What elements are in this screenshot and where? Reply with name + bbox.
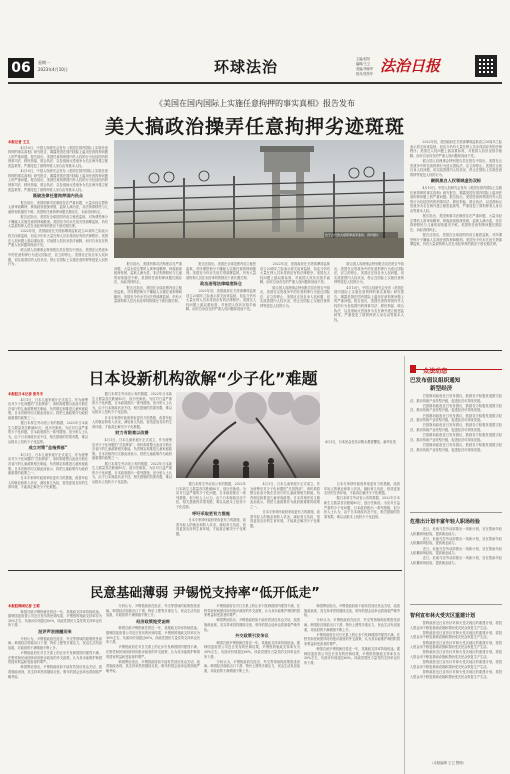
article1-paragraph: 联合国人权理事会特别报告员在报告中指出，美国在反恐战争中的任意拘押行为违反国际法，应立即停止。美国应正视自身人权问题，切实改善国内人权状况，停止在国际上实施任意拘押等侵犯人权的行为。 [260, 285, 330, 308]
editor-line: 编辑/王卫 [356, 62, 370, 66]
article1-paragraph: 2022年初，美国政府在关塔那摩湾监狱设立20周年之际表示将关闭该监狱，但迄今仍有大量在押人员未得到应有的法律程序。美国在人权问题上搞双重标准，对他国人权状况指手画脚，而对自身存在的严重人权问题却视而不见。 [186, 288, 256, 312]
photo-caption: 位于古巴的关塔那摩美军监狱。资料图片 [324, 232, 398, 238]
article3-column [8, 604, 102, 769]
article3-column [106, 604, 200, 769]
section-divider [8, 570, 402, 571]
sidebar-item-2-text [410, 527, 502, 601]
article3-paragraph: 韩国总统尹锡悦就任将近一年，其施政支持率持续低迷。据韩国盖洛普公司近日发布的民调结果，尹锡悦的施政支持率仅为30%左右，负面评价则超过60%，执政党国民力量党的支持率也有所下滑。 [8, 609, 102, 628]
article2-subhead: 成立对策“总指挥部” [28, 445, 68, 451]
editor-line: 主编/赵阳 [356, 57, 370, 61]
article1-column [334, 262, 404, 344]
photo-caption: 4月1日，日本民众在东京街头观赏樱花。新华社发 [325, 440, 396, 444]
article1-paragraph: 4月10日，中国人权研究会发布《美国在国内国际上实施任意拘押的事实真相》研究报告，揭露美国在国内国际上滥用任意拘押问题上的严重问题。报告指出，美国任意拘押国内外人权的行为包括国内的刑事司法、移民拘留、联合执法、以及借助反恐战争为名在海外建立秘密监狱等，严重侵犯了被拘押者人身自由等基本人权。 [8, 169, 108, 192]
sidebar-paragraph: 巴基斯坦政府近日发布倡议，鼓励各方积极发展数字经济，推动传统产业转型升级，促进经济可持续发展。 [410, 423, 502, 432]
editor-line: 校对/张彤华 [356, 72, 374, 76]
article3-column [204, 604, 300, 769]
sidebar-header [410, 358, 502, 375]
sidebar-paragraph: 近日，危地马拉劳动部推出一项新计划，旨在帮助年轻人积累职场经验，提高就业能力。 [410, 527, 502, 536]
article1-paragraph: 报告还指出，美国在全球范围内设立秘密监狱，对所谓恐怖分子嫌疑人实施任意拘押和酷刑。美国至今仍未关闭关塔那摩监狱，仍有大量被拘押人员在未经审判的情况下被长期关押。 [8, 215, 108, 229]
article2-paragraph: 据日本厚生劳动省公布的数据，2022年日本新生儿数量首次跌破80万，创历史新低。为应对日益严重的少子化问题，日本政府推出一系列措施，但分析人士认为，由于日本财政状况不佳，相关措施的效果有限，难以从根本上扭转少子化趋势。 [8, 421, 88, 444]
article3-paragraph: 尹锡悦政府在对日关系上的让步引发韩国国内强烈不满，在野党和民间团体纷纷批评政府的外交政策，认为其未能维护韩国的国家利益和受害者的尊严。 [204, 604, 300, 618]
sidebar-item-1-text [410, 394, 502, 512]
sidebar-paragraph: 巴基斯坦政府近日发布倡议，鼓励各方积极发展数字经济，推动传统产业转型升级，促进经济可持续发展。 [410, 413, 502, 423]
article3-paragraph: 分析认为，尹锡悦政府在经济、外交等领域的政策饱受诟病。韩国经济面临出口下滑、物价上涨等多重压力，民众生活负担加重，对政府的不满情绪不断上升。 [204, 659, 300, 673]
sidebar-paragraph: 智利政府近日宣布针对林火受灾地区的重建计划，将投入资金用于修复基础设施和帮助受灾民众恢复生产生活。 [410, 621, 502, 630]
article1-photo [114, 140, 404, 258]
article1-paragraph: 2022年初，美国政府在关塔那摩湾监狱设立20周年之际表示将关闭该监狱，但迄今仍有大量在押人员未得到应有的法律程序。美国在人权问题上搞双重标准，对他国人权状况指手画脚，而对自身存在的严重人权问题却视而不见。 [260, 262, 330, 285]
article3-paragraph: 尹锡悦政府在对日关系上的让步引发韩国国内强烈不满，在野党和民间团体纷纷批评政府的外交政策，认为其未能维护韩国的国家利益和受害者的尊严。 [8, 650, 102, 665]
article1-subhead: 既破法律任意拘押国内民众 [32, 193, 84, 199]
sidebar-paragraph: 巴基斯坦政府近日发布倡议，鼓励各方积极发展数字经济，推动传统产业转型升级，促进经济可持续发展。 [410, 433, 502, 442]
sidebar-paragraph: 智利政府近日宣布针对林火受灾地区的重建计划，将投入资金用于修复基础设施和帮助受灾民众恢复生产生活。 [410, 669, 502, 679]
article3-column [304, 604, 400, 769]
article3-paragraph: 分析认为，尹锡悦政府在经济、外交等领域的政策饱受诟病。韩国经济面临出口下滑、物价上涨等多重压力，民众生活负担加重，对政府的不满情绪不断上升。 [8, 636, 102, 650]
sidebar-paragraph: 智利政府近日宣布针对林火受灾地区的重建计划，将投入资金用于修复基础设施和帮助受灾民众恢复生产生活。 [410, 640, 502, 650]
article1-column [114, 262, 182, 344]
masthead-logo: 法治日报 [380, 57, 441, 75]
article1-paragraph: 联合国人权理事会特别报告员在报告中指出，美国在反恐战争中的任意拘押行为违反国际法，应立即停止。美国应正视自身人权问题，切实改善国内人权状况，停止在国际上实施任意拘押等侵犯人权的行为。 [8, 248, 108, 267]
article1-paragraph: 报告指出，美国刑事司法制度存在严重问题，大量未经定罪的人被审前羁押，种族歧视根深蒂固，监狱人满为患，非法拘押移民与儿童的现象屡见不鲜。美国的任意拘押问题长期存在，未能得到纠正。 [410, 214, 502, 232]
sidebar-item-3-text [410, 621, 502, 761]
article1-paragraph: 报告指出，美国刑事司法制度存在严重问题，大量未经定罪的人被审前羁押，种族歧视根深蒂固，监狱人满为患，非法拘押移民与儿童的现象屡见不鲜。美国的任意拘押问题长期存在，未能得到纠正。 [114, 262, 182, 285]
article3-paragraph: 韩国舆论指出，尹锡悦政府如不能有效回应民众关切，改善施政表现，其支持率恐将继续走低，明年的国会选举也将面临严峻考验。 [106, 659, 200, 673]
article2-paragraph: 日本专家呼吁政府采取更有力的措施，改善年轻人的就业和收入状况，减轻育儿负担，营造更加友好的生育环境，才能真正解决少子化难题。 [176, 518, 246, 536]
article1-paragraph: 报告还指出，美国在全球范围内设立秘密监狱，对所谓恐怖分子嫌疑人实施任意拘押和酷刑。美国至今仍未关闭关塔那摩监狱，仍有大量被拘押人员在未经审判的情况下被长期关押。 [114, 285, 182, 304]
editor-credits [356, 57, 373, 77]
article3-paragraph: 分析认为，尹锡悦政府在经济、外交等领域的政策饱受诟病。韩国经济面临出口下滑、物价上涨等多重压力，民众生活负担加重，对政府的不满情绪不断上升。 [304, 618, 400, 632]
section-divider [8, 350, 502, 351]
sidebar-item-1 [410, 376, 502, 512]
article2-paragraph: 日本专家呼吁政府采取更有力的措施，改善年轻人的就业和收入状况，减轻育儿负担，营造更加友好的生育环境，才能真正解决少子化难题。 [8, 476, 88, 490]
sidebar-divider-line [410, 604, 502, 605]
article2-paragraph: 日本专家呼吁政府采取更有力的措施，改善年轻人的就业和收入状况，减轻育儿负担，营造更加友好的生育环境，才能真正解决少子化难题。 [324, 482, 400, 496]
article2-column [250, 482, 320, 562]
article1-paragraph: 4月10日，中国人权研究会发布《美国在国内国际上实施任意拘押的事实真相》研究报告，揭露美国在国内国际上滥用任意拘押问题上的严重问题。报告指出，美国任意拘押国内外人权的行为包括国内的刑事司法、移民拘留、联合执法、以及借助反恐战争为名在海外建立秘密监狱等，严重侵犯了被拘押者人身自由等基本人权。 [8, 145, 108, 168]
article2-paragraph: 4月1日，日本儿童家庭厅正式成立，作为统筹应对少子化问题的“总指挥部”，该机构将整合此前分散在各省厅的儿童政策相关职能，负责制定和推进儿童家庭政策。日本首相岸田文雄此前表示，将把儿童政策作为政府最重要的政策之一。 [250, 482, 320, 509]
article3-paragraph: 韩国舆论指出，尹锡悦政府如不能有效回应民众关切，改善施政表现，其支持率恐将继续走低，明年的国会选举也将面临严峻考验。 [204, 618, 300, 632]
date: 2023年4月10日 [38, 67, 68, 72]
article3-paragraph: 韩国舆论指出，尹锡悦政府如不能有效回应民众关切，改善施政表现，其支持率恐将继续走低，明年的国会选举也将面临严峻考验。 [8, 665, 102, 679]
article1-byline: 本报记者 王卫 [8, 140, 30, 144]
sidebar-paragraph: 巴基斯坦政府近日发布倡议，鼓励各方积极发展数字经济，推动传统产业转型升级，促进经济可持续发展。 [410, 403, 502, 413]
article1-paragraph: 2022年初，美国政府在关塔那摩湾监狱设立20周年之际表示将关闭该监狱，但迄今仍有大量在押人员未得到应有的法律程序。美国在人权问题上搞双重标准，对他国人权状况指手画脚，而对自身存在的严重人权问题却视而不见。 [8, 229, 108, 248]
article1-subhead: 政治凌驾法律暗度陈仓 [200, 281, 242, 287]
article1-column [410, 140, 502, 345]
article1-paragraph: 联合国人权理事会特别报告员在报告中指出，美国在反恐战争中的任意拘押行为违反国际法，应立即停止。美国应正视自身人权问题，切实改善国内人权状况，停止在国际上实施任意拘押等侵犯人权的行为。 [410, 158, 502, 177]
qr-code-icon [475, 55, 497, 77]
article1-paragraph: 报告还指出，美国在全球范围内设立秘密监狱，对所谓恐怖分子嫌疑人实施任意拘押和酷刑。美国至今仍未关闭关塔那摩监狱，仍有大量被拘押人员在未经审判的情况下被长期关押。 [186, 262, 256, 280]
article3-paragraph: 尹锡悦政府在对日关系上的让步引发韩国国内强烈不满，在野党和民间团体纷纷批评政府的外交政策，认为其未能维护韩国的国家利益和受害者的尊严。 [304, 632, 400, 646]
article2-subhead: 财力有限难以改善 [115, 430, 149, 436]
sidebar-header-label: 众法动态 [423, 368, 448, 375]
article1-subhead: 颠倒黑白人权领域虚伪双标 [430, 178, 482, 184]
section-title: 环球法治 [214, 58, 279, 76]
article2-photo [176, 392, 320, 478]
article1-paragraph: 报告还指出，美国在全球范围内设立秘密监狱，对所谓恐怖分子嫌疑人实施任意拘押和酷刑。美国至今仍未关闭关塔那摩监狱，仍有大量被拘押人员在未经审判的情况下被长期关押。 [410, 233, 502, 247]
article2-column [92, 392, 172, 562]
article1-paragraph: 报告指出，美国刑事司法制度存在严重问题，大量未经定罪的人被审前羁押，种族歧视根深蒂固，监狱人满为患，非法拘押移民与儿童的现象屡见不鲜。美国的任意拘押问题长期存在，未能得到纠正。 [8, 200, 108, 214]
header-rule [8, 82, 502, 84]
article2-column [176, 482, 246, 562]
article3-paragraph: 韩国总统尹锡悦就任将近一年，其施政支持率持续低迷。据韩国盖洛普公司近日发布的民调结果，尹锡悦的施政支持率仅为30%左右，负面评价则超过60%，执政党国民力量党的支持率也有所下滑。 [106, 626, 200, 645]
sidebar-divider [404, 356, 405, 774]
sidebar-paragraph: 智利政府近日宣布针对林火受灾地区的重建计划，将投入资金用于修复基础设施和帮助受灾民众恢复生产生活。 [410, 650, 502, 659]
article1-paragraph: 联合国人权理事会特别报告员在报告中指出，美国在反恐战争中的任意拘押行为违反国际法，应立即停止。美国应正视自身人权问题，切实改善国内人权状况，停止在国际上实施任意拘押等侵犯人权的行为。 [334, 262, 404, 285]
article2-headline: 日本设新机构欲解“少子化”难题 [88, 369, 318, 388]
article2-byline: 本报驻日本记者 张冬冬 [8, 392, 44, 396]
article3-subhead: 批评声浪接踵而来 [38, 628, 72, 634]
article2-paragraph: 据日本厚生劳动省公布的数据，2022年日本新生儿数量首次跌破80万，创历史新低。为应对日益严重的少子化问题，日本政府推出一系列措施，但分析人士认为，由于日本财政状况不佳，相关措施的效果有限，难以从根本上扭转少子化趋势。 [92, 461, 172, 484]
article2-paragraph: 4月1日，日本儿童家庭厅正式成立，作为统筹应对少子化问题的“总指挥部”，该机构将整合此前分散在各省厅的儿童政策相关职能，负责制定和推进儿童家庭政策。日本首相岸田文雄此前表示，将把儿童政策作为政府最重要的政策之一。 [92, 437, 172, 461]
article1-headline: 美大搞政治操弄任意拘押劣迹斑斑 [104, 116, 405, 138]
sidebar-footnote: （本版编辑 王卫 整理） [430, 761, 467, 765]
prison-fence-illustration [114, 140, 404, 258]
sidebar-paragraph: 智利政府近日宣布针对林火受灾地区的重建计划，将投入资金用于修复基础设施和帮助受灾民众恢复生产生活。 [410, 660, 502, 669]
article2-paragraph: 4月1日，日本儿童家庭厅正式成立，作为统筹应对少子化问题的“总指挥部”，该机构将整合此前分散在各省厅的儿童政策相关职能，负责制定和推进儿童家庭政策。日本首相岸田文雄此前表示，将把儿童政策作为政府最重要的政策之一。 [8, 452, 88, 476]
article2-subhead: 呼吁采取更有力措施 [192, 510, 230, 516]
sidebar-item-1-subtitle: 新型经济 [430, 386, 453, 392]
article3-subhead: 外交政策引发争议 [235, 633, 269, 639]
sidebar-item-1-title: 巴发布倡议组织通知 [410, 378, 461, 384]
article1-paragraph: 2022年初，美国政府在关塔那摩湾监狱设立20周年之际表示将关闭该监狱，但迄今仍有大量在押人员未得到应有的法律程序。美国在人权问题上搞双重标准，对他国人权状况指手画脚，而对自身存在的严重人权问题却视而不见。 [410, 140, 502, 158]
article2-paragraph: 据日本厚生劳动省公布的数据，2022年日本新生儿数量首次跌破80万，创历史新低。为应对日益严重的少子化问题，日本政府推出一系列措施，但分析人士认为，由于日本财政状况不佳，相关措施的效果有限，难以从根本上扭转少子化趋势。 [176, 482, 246, 509]
article3-byline: 本报驻韩国记者 王莉 [8, 604, 40, 608]
article3-subhead: 经济政策饱受诟病 [136, 618, 170, 624]
article3-paragraph: 尹锡悦政府在对日关系上的让步引发韩国国内强烈不满，在野党和民间团体纷纷批评政府的外交政策，认为其未能维护韩国的国家利益和受害者的尊严。 [106, 645, 200, 659]
sidebar-header-mark [410, 365, 416, 373]
article2-paragraph: 日本专家呼吁政府采取更有力的措施，改善年轻人的就业和收入状况，减轻育儿负担，营造更加友好的生育环境，才能真正解决少子化难题。 [250, 510, 320, 528]
sidebar-item-3 [410, 612, 502, 761]
sidebar-item-3-title: 智利宣布林火受灾区重建计划 [410, 613, 476, 619]
article3-headline: 民意基础薄弱 尹锡悦支持率“低开低走” [90, 586, 320, 601]
article1-column [186, 262, 256, 344]
article1-column [8, 140, 108, 345]
sidebar-paragraph: 近日，危地马拉劳动部推出一项新计划，旨在帮助年轻人积累职场经验，提高就业能力。 [410, 546, 502, 556]
sidebar-divider-line [410, 512, 502, 513]
page-number: 06 [8, 58, 34, 78]
article2-paragraph: 日本专家呼吁政府采取更有力的措施，改善年轻人的就业和收入状况，减轻育儿负担，营造更加友好的生育环境，才能真正解决少子化难题。 [92, 415, 172, 429]
sidebar-paragraph: 近日，危地马拉劳动部推出一项新计划，旨在帮助年轻人积累职场经验，提高就业能力。 [410, 556, 502, 565]
sidebar-paragraph: 巴基斯坦政府近日发布倡议，鼓励各方积极发展数字经济，推动传统产业转型升级，促进经济可持续发展。 [410, 394, 502, 403]
article3-paragraph: 韩国总统尹锡悦就任将近一年，其施政支持率持续低迷。据韩国盖洛普公司近日发布的民调结果，尹锡悦的施政支持率仅为30%左右，负面评价则超过60%，执政党国民力量党的支持率也有所下滑。 [204, 640, 300, 659]
article1-paragraph: 4月10日，中国人权研究会发布《美国在国内国际上实施任意拘押的事实真相》研究报告，揭露美国在国内国际上滥用任意拘押问题上的严重问题。报告指出，美国任意拘押国内外人权的行为包括国内的刑事司法、移民拘留、联合执法、以及借助反恐战争为名在海外建立秘密监狱等，严重侵犯了被拘押者人身自由等基本人权。 [410, 185, 502, 213]
article3-paragraph: 韩国总统尹锡悦就任将近一年，其施政支持率持续低迷。据韩国盖洛普公司近日发布的民调结果，尹锡悦的施政支持率仅为30%左右，负面评价则超过60%，执政党国民力量党的支持率也有所下滑。 [304, 647, 400, 665]
article1-column [260, 262, 330, 344]
sidebar-item-2-title: 危推出计划丰富年轻人职场经验 [410, 519, 481, 525]
editor-line: 美编/李晓军 [356, 67, 374, 71]
article2-paragraph: 据日本厚生劳动省公布的数据，2022年日本新生儿数量首次跌破80万，创历史新低。为应对日益严重的少子化问题，日本政府推出一系列措施，但分析人士认为，由于日本财政状况不佳，相关措施的效果有限，难以从根本上扭转少子化趋势。 [324, 496, 400, 519]
sidebar-paragraph: 巴基斯坦政府近日发布倡议，鼓励各方积极发展数字经济，推动传统产业转型升级，促进经济可持续发展。 [410, 442, 502, 452]
cherry-blossom-illustration [176, 392, 320, 478]
article1-kicker: 《美国在国内国际上实施任意拘押的事实真相》报告发布 [155, 99, 355, 108]
article2-paragraph: 据日本厚生劳动省公布的数据，2022年日本新生儿数量首次跌破80万，创历史新低。为应对日益严重的少子化问题，日本政府推出一系列措施，但分析人士认为，由于日本财政状况不佳，相关措施的效果有限，难以从根本上扭转少子化趋势。 [92, 392, 172, 415]
article2-column [8, 392, 88, 562]
article2-column [324, 482, 400, 562]
article1-paragraph: 4月10日，中国人权研究会发布《美国在国内国际上实施任意拘押的事实真相》研究报告，揭露美国在国内国际上滥用任意拘押问题上的严重问题。报告指出，美国任意拘押国内外人权的行为包括国内的刑事司法、移民拘留、联合执法、以及借助反恐战争为名在海外建立秘密监狱等，严重侵犯了被拘押者人身自由等基本人权。 [334, 285, 404, 322]
sidebar-paragraph: 近日，危地马拉劳动部推出一项新计划，旨在帮助年轻人积累职场经验，提高就业能力。 [410, 536, 502, 546]
sidebar-item-2 [410, 518, 502, 601]
weekday: 星期一 [38, 60, 50, 65]
article3-paragraph: 分析认为，尹锡悦政府在经济、外交等领域的政策饱受诟病。韩国经济面临出口下滑、物价上涨等多重压力，民众生活负担加重，对政府的不满情绪不断上升。 [106, 604, 200, 618]
article2-paragraph: 4月1日，日本儿童家庭厅正式成立，作为统筹应对少子化问题的“总指挥部”，该机构将整合此前分散在各省厅的儿童政策相关职能，负责制定和推进儿童家庭政策。日本首相岸田文雄此前表示，将把儿童政策作为政府最重要的政策之一。 [8, 397, 88, 420]
article3-paragraph: 韩国舆论指出，尹锡悦政府如不能有效回应民众关切，改善施政表现，其支持率恐将继续走低，明年的国会选举也将面临严峻考验。 [304, 604, 400, 618]
sidebar-paragraph: 智利政府近日宣布针对林火受灾地区的重建计划，将投入资金用于修复基础设施和帮助受灾民众恢复生产生活。 [410, 630, 502, 640]
